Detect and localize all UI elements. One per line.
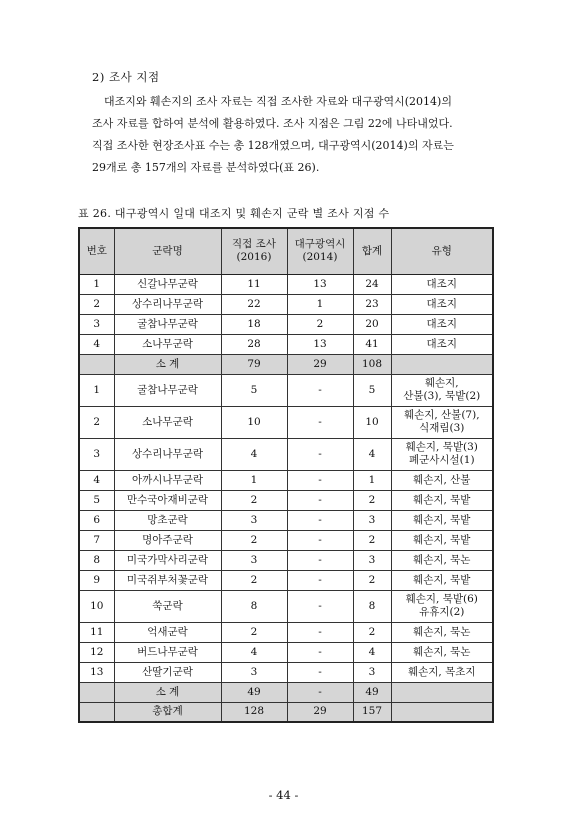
- header-no: 번호: [79, 228, 114, 274]
- cell-community: 아까시나무군락: [114, 470, 221, 490]
- cell-sum: 3: [353, 550, 391, 570]
- body-paragraph: [92, 91, 512, 179]
- header-daegu: 대구광역시 (2014): [287, 228, 353, 274]
- cell-no: 4: [79, 470, 114, 490]
- table-row: [79, 314, 493, 334]
- table-row: [79, 470, 493, 490]
- cell-sum: 24: [353, 274, 391, 294]
- cell-no: 9: [79, 570, 114, 590]
- table-row: [79, 622, 493, 642]
- table-row: [79, 530, 493, 550]
- cell-daegu: -: [287, 438, 353, 470]
- table-row: [79, 570, 493, 590]
- table-row: [79, 642, 493, 662]
- cell-direct: 4: [221, 642, 287, 662]
- cell-sum: 20: [353, 314, 391, 334]
- cell-community: 만수국아재비군락: [114, 490, 221, 510]
- cell-community: 소나무군락: [114, 406, 221, 438]
- cell-daegu: -: [287, 642, 353, 662]
- cell-no: 5: [79, 490, 114, 510]
- header-direct: 직접 조사 (2016): [221, 228, 287, 274]
- cell-type: 대조지: [391, 274, 493, 294]
- cell-community: 망초군락: [114, 510, 221, 530]
- cell-type: 훼손지, 목초지: [391, 662, 493, 682]
- cell-community: 미국쥐부처꽃군락: [114, 570, 221, 590]
- table-row: [79, 406, 493, 438]
- cell-community: 신갈나무군락: [114, 274, 221, 294]
- cell-direct: 8: [221, 590, 287, 622]
- cell-no: 3: [79, 314, 114, 334]
- cell-direct: 11: [221, 274, 287, 294]
- cell-no: 4: [79, 334, 114, 354]
- table-row: [79, 274, 493, 294]
- paragraph-line: 대조지와 훼손지의 조사 자료는 직접 조사한 자료와 대구광역시(2014)의: [104, 95, 452, 108]
- cell-direct: 5: [221, 374, 287, 406]
- cell-no: 10: [79, 590, 114, 622]
- cell-type: 훼손지, 묵밭: [391, 490, 493, 510]
- table-row: [79, 294, 493, 314]
- cell-community: 억새군락: [114, 622, 221, 642]
- cell-daegu: 29: [287, 354, 353, 374]
- section-title: 2) 조사 지점: [92, 70, 160, 84]
- cell-type: 훼손지, 묵논: [391, 622, 493, 642]
- cell-daegu: -: [287, 406, 353, 438]
- cell-direct: 2: [221, 530, 287, 550]
- cell-community: 버드나무군락: [114, 642, 221, 662]
- cell-type: 훼손지, 산불(7), 식재림(3): [391, 406, 493, 438]
- cell-sum: 23: [353, 294, 391, 314]
- cell-no: 1: [79, 374, 114, 406]
- cell-no: 2: [79, 406, 114, 438]
- cell-community: 명아주군락: [114, 530, 221, 550]
- cell-no: 8: [79, 550, 114, 570]
- cell-direct: 49: [221, 682, 287, 702]
- page-number: - 44 -: [268, 788, 299, 802]
- cell-no: 2: [79, 294, 114, 314]
- cell-daegu: 13: [287, 274, 353, 294]
- cell-daegu: -: [287, 590, 353, 622]
- cell-type: 훼손지, 산불: [391, 470, 493, 490]
- cell-community: 굴참나무군락: [114, 374, 221, 406]
- cell-sum: 157: [353, 702, 391, 722]
- cell-direct: 4: [221, 438, 287, 470]
- cell-empty: [391, 354, 493, 374]
- cell-community: 굴참나무군락: [114, 314, 221, 334]
- cell-community: 소나무군락: [114, 334, 221, 354]
- cell-no: 13: [79, 662, 114, 682]
- cell-type: 훼손지, 산불(3), 묵밭(2): [391, 374, 493, 406]
- cell-direct: 128: [221, 702, 287, 722]
- cell-no: 7: [79, 530, 114, 550]
- table-row: [79, 374, 493, 406]
- header-type: 유형: [391, 228, 493, 274]
- cell-sum: 108: [353, 354, 391, 374]
- cell-daegu: -: [287, 374, 353, 406]
- cell-no: 11: [79, 622, 114, 642]
- table-row: [79, 490, 493, 510]
- cell-no: 6: [79, 510, 114, 530]
- cell-empty: [79, 354, 114, 374]
- cell-direct: 18: [221, 314, 287, 334]
- cell-daegu: -: [287, 550, 353, 570]
- table-caption: 표 26. 대구광역시 일대 대조지 및 훼손지 군락 별 조사 지점 수: [78, 207, 390, 220]
- cell-direct: 3: [221, 662, 287, 682]
- cell-daegu: 29: [287, 702, 353, 722]
- cell-sum: 49: [353, 682, 391, 702]
- cell-direct: 3: [221, 550, 287, 570]
- cell-sum: 3: [353, 510, 391, 530]
- header-sum: 합계: [353, 228, 391, 274]
- cell-direct: 2: [221, 622, 287, 642]
- table-row: [79, 438, 493, 470]
- cell-daegu: -: [287, 530, 353, 550]
- cell-daegu: -: [287, 622, 353, 642]
- cell-direct: 28: [221, 334, 287, 354]
- cell-community: 산딸기군락: [114, 662, 221, 682]
- cell-empty: [79, 702, 114, 722]
- cell-label: 소 계: [114, 682, 221, 702]
- cell-sum: 4: [353, 438, 391, 470]
- table-row: [79, 510, 493, 530]
- cell-direct: 79: [221, 354, 287, 374]
- cell-direct: 3: [221, 510, 287, 530]
- cell-daegu: -: [287, 662, 353, 682]
- cell-type: 훼손지, 묵밭: [391, 510, 493, 530]
- cell-sum: 2: [353, 490, 391, 510]
- cell-daegu: -: [287, 510, 353, 530]
- cell-sum: 5: [353, 374, 391, 406]
- table-row: [79, 334, 493, 354]
- cell-type: 대조지: [391, 334, 493, 354]
- cell-daegu: -: [287, 570, 353, 590]
- cell-daegu: 13: [287, 334, 353, 354]
- paragraph-line: 직접 조사한 현장조사표 수는 총 128개였으며, 대구광역시(2014)의 자료는: [92, 139, 454, 152]
- table-row: [79, 590, 493, 622]
- cell-direct: 10: [221, 406, 287, 438]
- cell-sum: 41: [353, 334, 391, 354]
- cell-type: 훼손지, 묵밭: [391, 530, 493, 550]
- cell-empty: [79, 682, 114, 702]
- subtotal-row: [79, 682, 493, 702]
- cell-no: 1: [79, 274, 114, 294]
- cell-direct: 22: [221, 294, 287, 314]
- cell-daegu: -: [287, 470, 353, 490]
- cell-no: 3: [79, 438, 114, 470]
- cell-daegu: 2: [287, 314, 353, 334]
- table-header-row: [79, 228, 493, 274]
- cell-label: 소 계: [114, 354, 221, 374]
- cell-sum: 1: [353, 470, 391, 490]
- cell-sum: 10: [353, 406, 391, 438]
- cell-direct: 2: [221, 570, 287, 590]
- cell-type: 훼손지, 묵밭(6) 유휴지(2): [391, 590, 493, 622]
- cell-type: 훼손지, 묵밭(3) 폐군사시설(1): [391, 438, 493, 470]
- cell-sum: 4: [353, 642, 391, 662]
- cell-label: 총합계: [114, 702, 221, 722]
- cell-type: 훼손지, 묵밭: [391, 570, 493, 590]
- cell-direct: 2: [221, 490, 287, 510]
- cell-sum: 3: [353, 662, 391, 682]
- cell-type: 대조지: [391, 314, 493, 334]
- cell-sum: 2: [353, 622, 391, 642]
- cell-empty: [391, 702, 493, 722]
- paragraph-line: 조사 자료를 합하여 분석에 활용하였다. 조사 지점은 그림 22에 나타내었다.: [92, 117, 453, 130]
- cell-sum: 2: [353, 530, 391, 550]
- grand-total-row: [79, 702, 493, 722]
- cell-no: 12: [79, 642, 114, 662]
- cell-community: 미국가막사리군락: [114, 550, 221, 570]
- cell-empty: [391, 682, 493, 702]
- cell-direct: 1: [221, 470, 287, 490]
- header-community: 군락명: [114, 228, 221, 274]
- cell-daegu: -: [287, 682, 353, 702]
- subtotal-row: [79, 354, 493, 374]
- cell-type: 대조지: [391, 294, 493, 314]
- cell-daegu: 1: [287, 294, 353, 314]
- cell-sum: 2: [353, 570, 391, 590]
- cell-sum: 8: [353, 590, 391, 622]
- survey-site-table: [78, 227, 494, 723]
- table-row: [79, 550, 493, 570]
- cell-daegu: -: [287, 490, 353, 510]
- cell-community: 쑥군락: [114, 590, 221, 622]
- cell-type: 훼손지, 묵논: [391, 550, 493, 570]
- cell-community: 상수리나무군락: [114, 438, 221, 470]
- paragraph-line: 29개로 총 157개의 자료를 분석하였다(표 26).: [92, 161, 320, 174]
- cell-type: 훼손지, 묵논: [391, 642, 493, 662]
- table-row: [79, 662, 493, 682]
- cell-community: 상수리나무군락: [114, 294, 221, 314]
